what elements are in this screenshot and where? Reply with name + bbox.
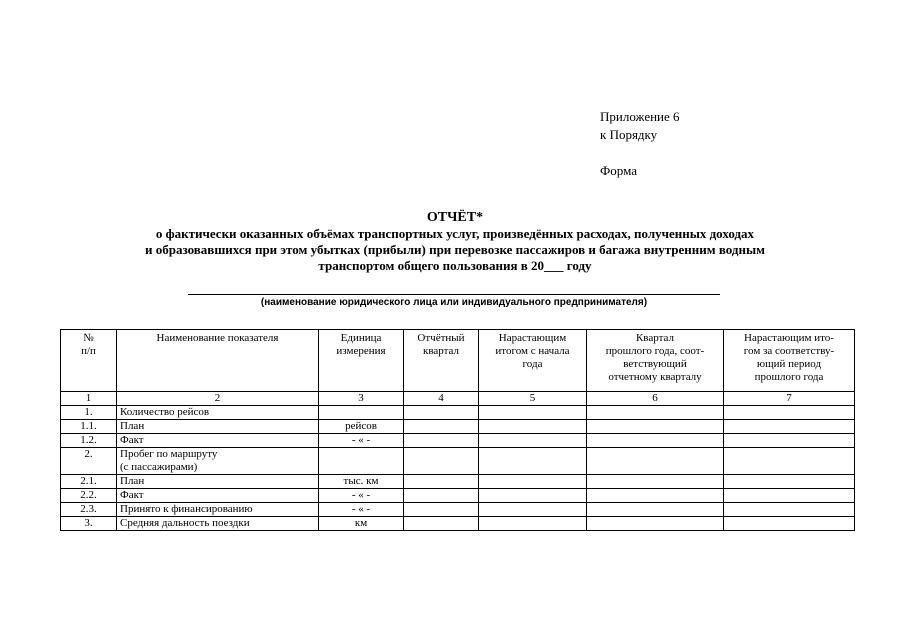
value-cell bbox=[724, 475, 855, 489]
row-unit bbox=[319, 406, 404, 420]
report-subtitle-line-1: о фактически оказанных объёмах транспортных услуг, произведённых расходах, полученных доходах bbox=[155, 226, 755, 241]
row-indicator-line-1: Пробег по маршруту bbox=[120, 448, 218, 460]
report-title: ОТЧЁТ* bbox=[426, 210, 484, 225]
row-indicator: Количество рейсов bbox=[117, 406, 319, 420]
value-cell bbox=[404, 420, 479, 434]
row-num: 1.1. bbox=[61, 420, 117, 434]
value-cell bbox=[404, 503, 479, 517]
row-unit: км bbox=[319, 517, 404, 531]
value-cell bbox=[724, 406, 855, 420]
appendix-line-1: Приложение 6 bbox=[600, 109, 680, 124]
row-num: 1.2. bbox=[61, 434, 117, 448]
column-number-row bbox=[61, 392, 855, 406]
row-indicator-line-2: (с пассажирами) bbox=[120, 461, 198, 473]
table-row bbox=[61, 517, 855, 531]
appendix-line-2: к Порядку bbox=[600, 127, 658, 142]
value-cell bbox=[404, 434, 479, 448]
value-cell bbox=[587, 448, 724, 475]
value-cell bbox=[587, 503, 724, 517]
value-cell bbox=[587, 434, 724, 448]
appendix-note bbox=[600, 108, 680, 180]
value-cell bbox=[479, 434, 587, 448]
value-cell bbox=[404, 517, 479, 531]
table-row bbox=[61, 420, 855, 434]
value-cell bbox=[479, 475, 587, 489]
row-num: 2.2. bbox=[61, 489, 117, 503]
row-indicator: Принято к финансированию bbox=[117, 503, 319, 517]
row-unit bbox=[319, 448, 404, 475]
row-unit: - « - bbox=[319, 503, 404, 517]
header-num: № п/п bbox=[61, 330, 117, 392]
value-cell bbox=[479, 503, 587, 517]
table-row bbox=[61, 489, 855, 503]
org-name-line bbox=[188, 294, 720, 295]
value-cell bbox=[587, 517, 724, 531]
report-title-block bbox=[60, 209, 850, 274]
value-cell bbox=[479, 448, 587, 475]
value-cell bbox=[724, 489, 855, 503]
row-unit: - « - bbox=[319, 489, 404, 503]
row-indicator: Факт bbox=[117, 489, 319, 503]
column-number: 2 bbox=[117, 392, 319, 406]
column-number: 6 bbox=[587, 392, 724, 406]
org-name-caption: (наименование юридического лица или индивидуального предпринимателя) bbox=[260, 297, 648, 308]
row-indicator: Средняя дальность поездки bbox=[117, 517, 319, 531]
value-cell bbox=[479, 406, 587, 420]
form-label: Форма bbox=[600, 163, 637, 178]
row-unit: рейсов bbox=[319, 420, 404, 434]
row-num: 2.1. bbox=[61, 475, 117, 489]
value-cell bbox=[404, 489, 479, 503]
column-number: 7 bbox=[724, 392, 855, 406]
value-cell bbox=[724, 434, 855, 448]
row-num: 1. bbox=[61, 406, 117, 420]
row-num: 3. bbox=[61, 517, 117, 531]
value-cell bbox=[587, 489, 724, 503]
header-ytd: Нарастающим итогом с начала года bbox=[479, 330, 587, 392]
header-indicator: Наименование показателя bbox=[117, 330, 319, 392]
value-cell bbox=[587, 406, 724, 420]
report-subtitle-line-3: транспортом общего пользования в 20___ году bbox=[318, 258, 592, 273]
value-cell bbox=[404, 448, 479, 475]
header-prev-ytd: Нарастающим ито- гом за соответству- ющий период прошлого года bbox=[724, 330, 855, 392]
row-unit: - « - bbox=[319, 434, 404, 448]
value-cell bbox=[479, 489, 587, 503]
header-unit: Единица измерения bbox=[319, 330, 404, 392]
table-row bbox=[61, 406, 855, 420]
table-row bbox=[61, 475, 855, 489]
report-table bbox=[60, 329, 855, 531]
header-prev-quarter: Квартал прошлого года, соот- ветствующий отчетному кварталу bbox=[587, 330, 724, 392]
header-report-quarter: Отчётный квартал bbox=[404, 330, 479, 392]
value-cell bbox=[724, 517, 855, 531]
table-row bbox=[61, 503, 855, 517]
row-indicator: План bbox=[117, 475, 319, 489]
column-number: 1 bbox=[61, 392, 117, 406]
row-indicator bbox=[117, 448, 319, 475]
row-indicator: План bbox=[117, 420, 319, 434]
value-cell bbox=[479, 517, 587, 531]
column-number: 5 bbox=[479, 392, 587, 406]
row-unit: тыс. км bbox=[319, 475, 404, 489]
table-row bbox=[61, 448, 855, 475]
report-subtitle-line-2: и образовавшихся при этом убытках (прибыли) при перевозке пассажиров и багажа внутренним водным bbox=[144, 242, 765, 257]
column-number: 3 bbox=[319, 392, 404, 406]
value-cell bbox=[724, 503, 855, 517]
value-cell bbox=[479, 420, 587, 434]
row-num: 2. bbox=[61, 448, 117, 475]
value-cell bbox=[587, 475, 724, 489]
table-header-row bbox=[61, 330, 855, 392]
value-cell bbox=[404, 475, 479, 489]
value-cell bbox=[724, 448, 855, 475]
row-num: 2.3. bbox=[61, 503, 117, 517]
value-cell bbox=[404, 406, 479, 420]
row-indicator: Факт bbox=[117, 434, 319, 448]
value-cell bbox=[724, 420, 855, 434]
table-row bbox=[61, 434, 855, 448]
value-cell bbox=[587, 420, 724, 434]
column-number: 4 bbox=[404, 392, 479, 406]
